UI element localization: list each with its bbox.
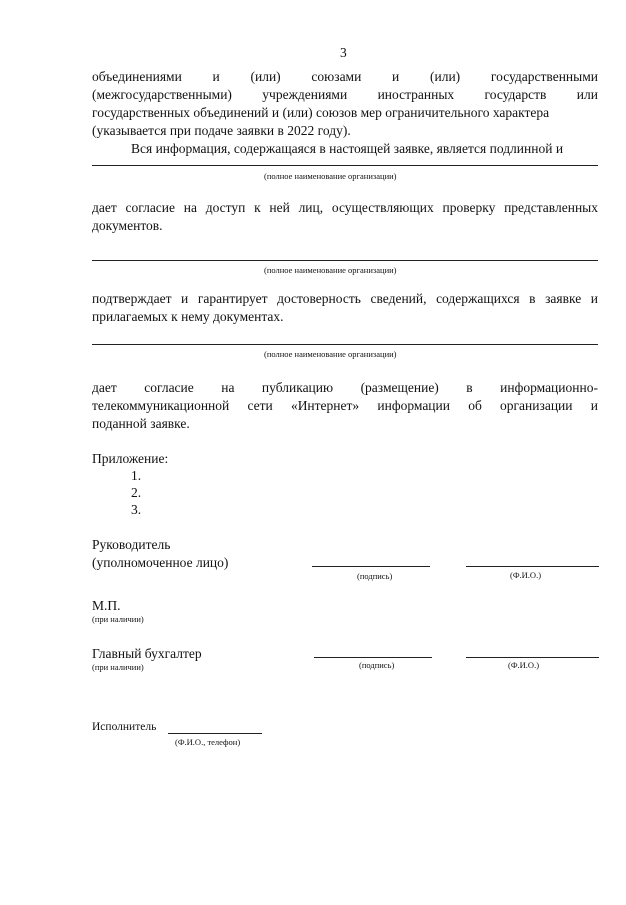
publication-line-2 <box>92 397 598 415</box>
word: и <box>392 69 400 84</box>
org-caption-1: (полное наименование организации) <box>264 171 397 181</box>
head-name-caption: (Ф.И.О.) <box>510 570 542 580</box>
org-name-line-3[interactable] <box>92 344 598 345</box>
attachment-item: 1. <box>131 468 142 483</box>
page-number: 3 <box>340 45 347 60</box>
word: об <box>468 398 482 413</box>
org-name-line-2[interactable] <box>92 260 598 261</box>
stamp-note: (при наличии) <box>92 614 144 624</box>
org-caption-2: (полное наименование организации) <box>264 265 397 275</box>
word: (размещение) <box>360 380 439 395</box>
word: государств <box>484 87 547 102</box>
word: или <box>576 87 598 102</box>
accountant-name-line[interactable] <box>466 657 599 658</box>
word: информации <box>377 398 450 413</box>
intro-line-2 <box>92 86 598 104</box>
intro-line-1 <box>92 68 598 86</box>
head-label-2: (уполномоченное лицо) <box>92 555 229 570</box>
intro-line-4: (указывается при подаче заявки в 2022 году). <box>92 123 351 138</box>
word: на <box>221 380 235 395</box>
word: дает <box>92 380 117 395</box>
word: сети <box>247 398 273 413</box>
guarantee-line-2: прилагаемых к нему документах. <box>92 309 284 324</box>
guarantee-line-1: подтверждает и гарантирует достоверность сведений, содержащихся в заявке и <box>92 291 598 306</box>
word: организации <box>500 398 573 413</box>
word: государственными <box>490 69 598 84</box>
word: объединениями <box>92 69 182 84</box>
org-caption-3: (полное наименование организации) <box>264 349 397 359</box>
word: (межгосударственными) <box>92 87 232 102</box>
head-label: Руководитель <box>92 537 171 552</box>
executor-label: Исполнитель <box>92 721 157 733</box>
org-name-line-1[interactable] <box>92 165 598 166</box>
accountant-label: Главный бухгалтер <box>92 646 202 661</box>
word: в <box>466 380 473 395</box>
word: «Интернет» <box>290 398 360 413</box>
consent-line-1: дает согласие на доступ к ней лиц, осуществляющих проверку представленных <box>92 200 598 215</box>
accountant-name-caption: (Ф.И.О.) <box>508 660 540 670</box>
word: учреждениями <box>262 87 348 102</box>
publication-line-3: поданной заявке. <box>92 416 190 431</box>
attachment-item: 3. <box>131 502 142 517</box>
attachment-title: Приложение: <box>92 451 169 466</box>
word: и <box>590 398 598 413</box>
word: иностранных <box>377 87 455 102</box>
word: (или) <box>430 69 461 84</box>
accountant-signature-caption: (подпись) <box>359 660 395 670</box>
word: (или) <box>250 69 281 84</box>
word: телекоммуникационной <box>92 398 230 413</box>
intro-line-5: Вся информация, содержащаяся в настоящей заявке, является подлинной и <box>131 141 564 156</box>
head-name-line[interactable] <box>466 566 599 567</box>
attachment-item: 2. <box>131 485 142 500</box>
word: союзами <box>311 69 362 84</box>
intro-line-3: государственных объединений и (или) союзов мер ограничительного характера <box>92 105 550 120</box>
word: согласие <box>144 380 194 395</box>
publication-line-1 <box>92 379 598 397</box>
word: публикацию <box>261 380 334 395</box>
accountant-signature-line[interactable] <box>314 657 432 658</box>
word: информационно- <box>500 380 598 395</box>
executor-line[interactable] <box>168 733 262 734</box>
head-signature-line[interactable] <box>312 566 430 567</box>
accountant-note: (при наличии) <box>92 662 144 672</box>
head-signature-caption: (подпись) <box>357 571 393 581</box>
executor-caption: (Ф.И.О., телефон) <box>175 737 241 747</box>
word: и <box>212 69 220 84</box>
stamp-label: М.П. <box>92 598 121 613</box>
consent-line-2: документов. <box>92 218 163 233</box>
